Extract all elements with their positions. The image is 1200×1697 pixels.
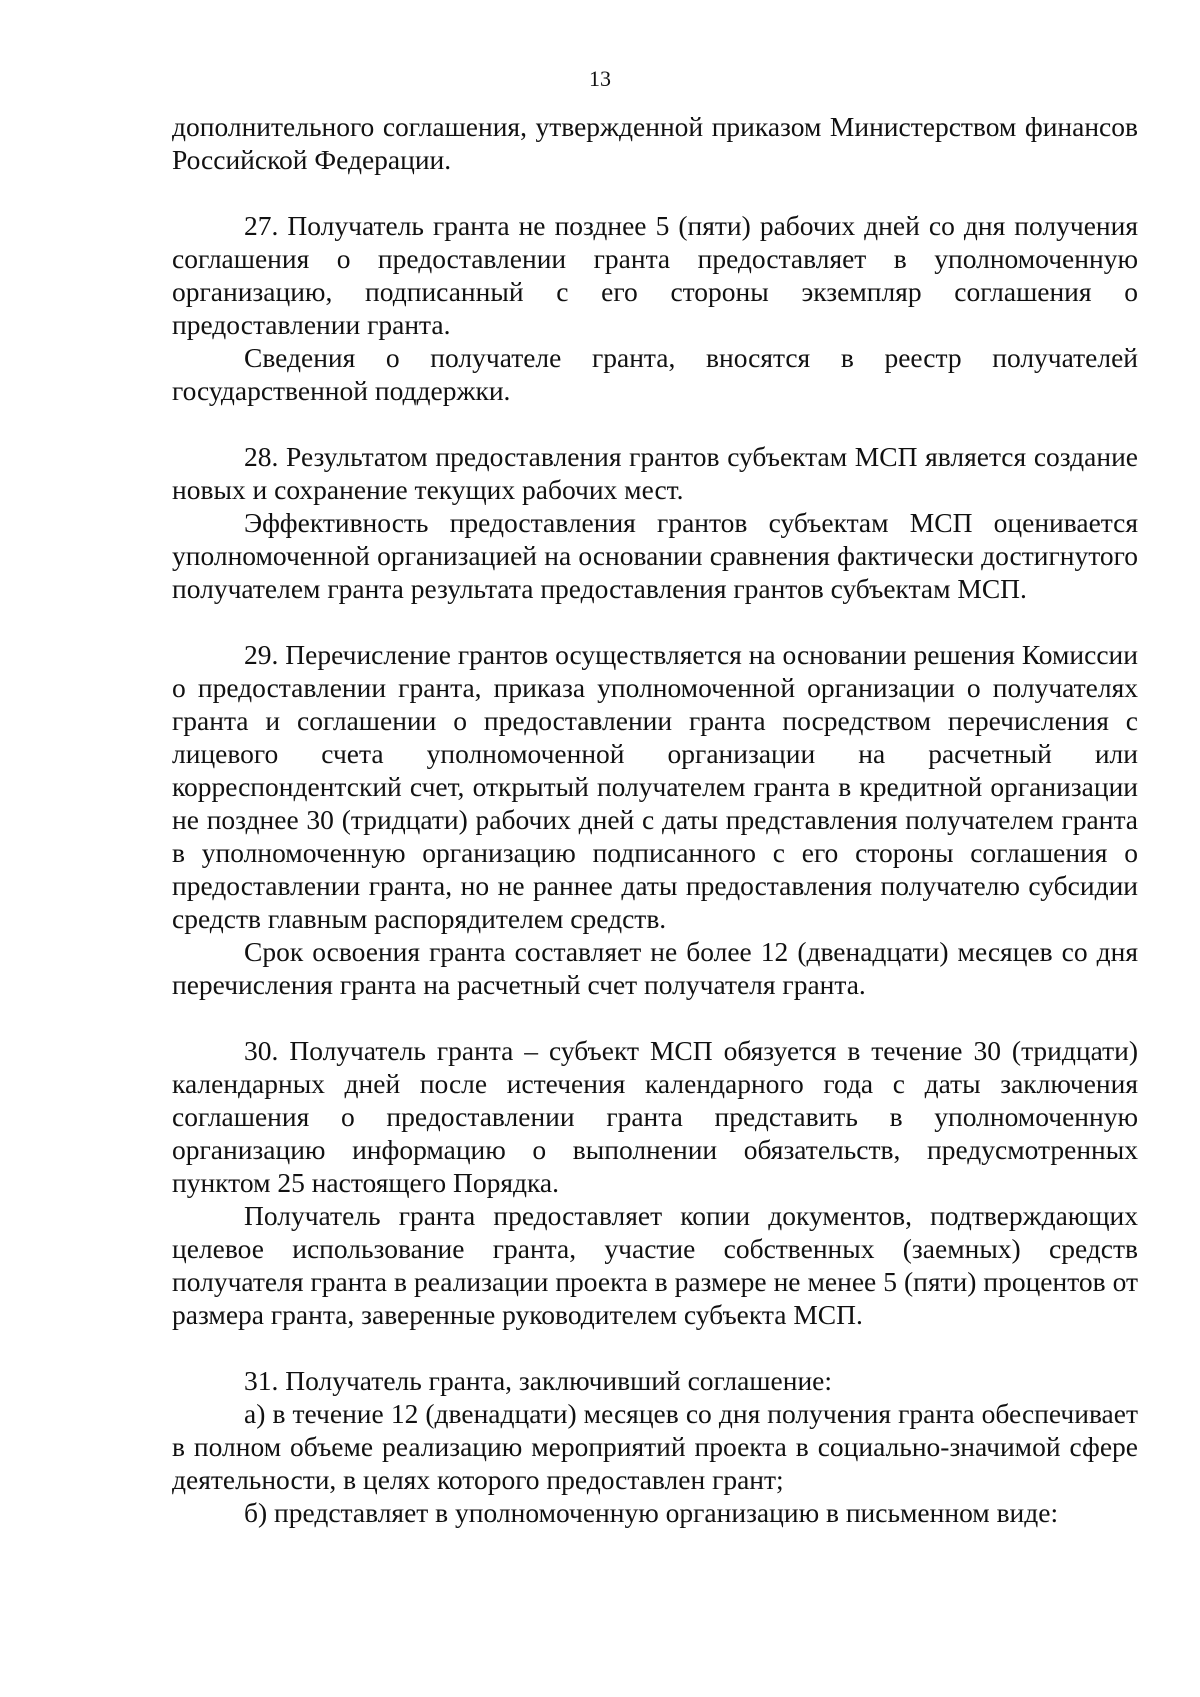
paragraph-item-27: 27. Получатель гранта не позднее 5 (пяти) рабочих дней со дня получения соглашения о предоставлении гранта предоставляет в уполномоченную организацию, подписанный с его стороны экземпляр соглашения о предоставлении гранта.	[172, 210, 1138, 340]
paragraph-item-29: 29. Перечисление грантов осуществляется на основании решения Комиссии о предоставлении гранта, приказа уполномоченной организации о получателях гранта и соглашении о предоставлении гранта посредством перечисления с лицевого счета уполномоченной организации на расчетный или корреспондентский счет, открытый получателем гранта в кредитной организации не позднее 30 (тридцати) рабочих дней с даты представления получателем гранта в уполномоченную организацию подписанного с его стороны соглашения о предоставлении гранта, но не раннее даты предоставления получателю субсидии средств главным распорядителем средств.	[172, 639, 1138, 934]
paragraph-item-29-term: Срок освоения гранта составляет не более 12 (двенадцати) месяцев со дня перечисления гранта на расчетный счет получателя гранта.	[172, 936, 1138, 1000]
paragraph-continuation: дополнительного соглашения, утвержденной приказом Министерством финансов Российской Федерации.	[172, 111, 1138, 175]
paragraph-item-31-b: б) представляет в уполномоченную организацию в письменном виде:	[244, 1497, 1059, 1528]
page-number: 13	[589, 66, 611, 91]
paragraph-item-31: 31. Получатель гранта, заключивший соглашение:	[244, 1365, 833, 1396]
paragraph-item-30: 30. Получатель гранта – субъект МСП обязуется в течение 30 (тридцати) календарных дней после истечения календарного года с даты заключения соглашения о предоставлении гранта представить в уполномоченную организацию информацию о выполнении обязательств, предусмотренных пунктом 25 настоящего Порядка.	[172, 1035, 1138, 1198]
paragraph-item-28: 28. Результатом предоставления грантов субъектам МСП является создание новых и сохранение текущих рабочих мест.	[172, 441, 1138, 505]
document-body	[172, 110, 1138, 1529]
paragraph-item-27-registry: Сведения о получателе гранта, вносятся в реестр получателей государственной поддержки.	[172, 342, 1138, 406]
paragraph-item-30-documents: Получатель гранта предоставляет копии документов, подтверждающих целевое использование гранта, участие собственных (заемных) средств получателя гранта в реализации проекта в размере не менее 5 (пяти) процентов от размера гранта, заверенные руководителем субъекта МСП.	[172, 1200, 1138, 1330]
paragraph-item-31-a: а) в течение 12 (двенадцати) месяцев со дня получения гранта обеспечивает в полном объеме реализацию мероприятий проекта в социально-значимой сфере деятельности, в целях которого предоставлен грант;	[172, 1398, 1138, 1495]
paragraph-item-28-efficiency: Эффективность предоставления грантов субъектам МСП оценивается уполномоченной организацией на основании сравнения фактически достигнутого получателем гранта результата предоставления грантов субъектам МСП.	[172, 507, 1138, 604]
